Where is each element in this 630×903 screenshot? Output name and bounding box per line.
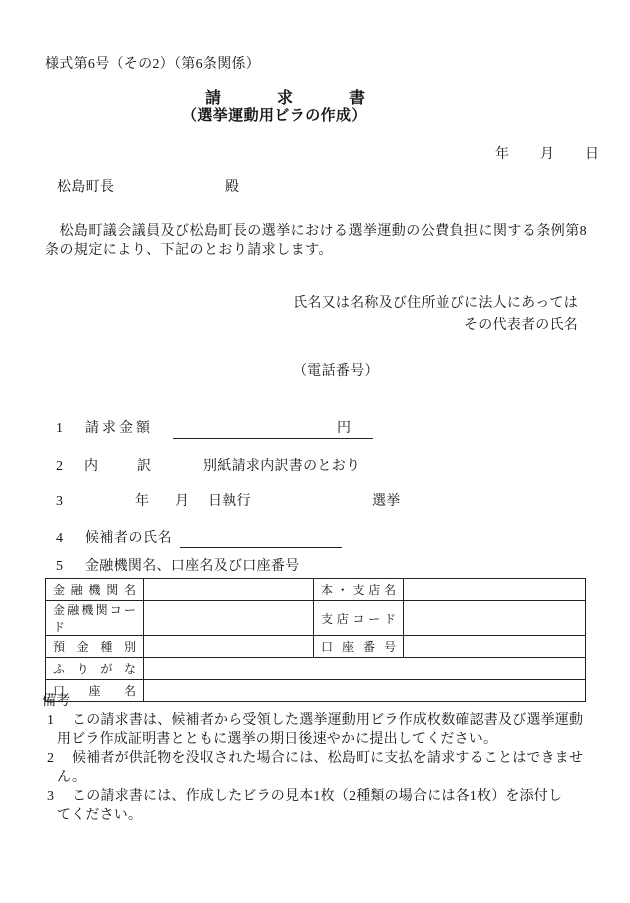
item2-number: 2: [56, 459, 64, 474]
remark-2-text: 候補者が供託物を没収された場合には、松島町に支払を請求することはできませ: [72, 751, 584, 766]
remark-1-line-1: [47, 713, 583, 729]
page-subtitle: （選挙運動用ビラの作成）: [182, 108, 367, 124]
date-day-label: 日: [585, 147, 599, 162]
date-month-label: 月: [540, 147, 554, 162]
remark-1-number: 1: [47, 713, 54, 728]
account-number-value-cell[interactable]: [404, 636, 586, 658]
date-year-label: 年: [495, 147, 509, 162]
remark-1-text: この請求書は、候補者から受領した選挙運動用ビラ作成枚数確認書及び選挙運動: [72, 713, 584, 728]
deposit-type-label: 預金種別: [46, 636, 144, 658]
item5-number: 5: [56, 559, 64, 574]
item3-year-label: 年: [135, 494, 150, 509]
item1-unit-label: 円: [337, 421, 352, 436]
furigana-label: ふりがな: [46, 658, 144, 680]
branch-code-value-cell[interactable]: [404, 601, 586, 636]
remark-2-number: 2: [47, 751, 54, 766]
remark-3-number: 3: [47, 789, 54, 804]
item2-value: 別紙請求内訳書のとおり: [203, 459, 361, 474]
furigana-value-cell[interactable]: [144, 658, 586, 680]
item5-label: 金融機関名、口座名及び口座番号: [85, 559, 300, 574]
bank-table-row: [46, 680, 586, 702]
bank-code-label: 金融機関コード: [46, 601, 144, 636]
candidate-name-input-line[interactable]: [180, 530, 342, 548]
account-name-label: 口座名: [46, 680, 144, 702]
name-note-line-1: 氏名又は名称及び住所並びに法人にあっては: [293, 296, 578, 311]
bank-code-value-cell[interactable]: [144, 601, 314, 636]
remark-2-line-1: [47, 751, 583, 767]
remarks-heading: 備考: [42, 694, 71, 709]
branch-name-value-cell[interactable]: [404, 579, 586, 601]
account-number-label: 口座番号: [314, 636, 404, 658]
item1-label: 請求金額: [85, 421, 153, 436]
branch-name-label: 本・支店名: [314, 579, 404, 601]
form-number: 様式第6号（その2）（第6条関係）: [45, 57, 261, 72]
phone-number-label: （電話番号）: [293, 364, 379, 379]
remark-3-text: この請求書には、作成したビラの見本1枚（2種類の場合には各1枚）を添付し: [72, 789, 563, 804]
deposit-type-value-cell[interactable]: [144, 636, 314, 658]
page-title: 請求書: [205, 90, 422, 107]
item4-number: 4: [56, 531, 64, 546]
item3-election-label: 選挙: [372, 494, 401, 509]
remark-3-line-1: [47, 789, 562, 805]
item3-number: 3: [56, 494, 64, 509]
name-note: [293, 293, 578, 337]
intro-line-2: 条の規定により、下記のとおり請求します。: [45, 243, 333, 258]
account-name-value-cell[interactable]: [144, 680, 586, 702]
item1-number: 1: [56, 421, 64, 436]
item2-label-b: 訳: [137, 459, 152, 474]
item2-label-a: 内: [84, 459, 99, 474]
name-note-line-2: その代表者の氏名: [464, 318, 578, 333]
remark-3-line-2: てください。: [57, 808, 143, 823]
bank-table-row: [46, 636, 586, 658]
bank-account-table: [45, 578, 586, 702]
item3-execute-label: 日執行: [208, 494, 251, 509]
addressee-name: 松島町長: [57, 180, 115, 195]
bank-table-row: [46, 601, 586, 636]
branch-code-label: 支店コード: [314, 601, 404, 636]
bank-name-label: 金融機関名: [46, 579, 144, 601]
bank-table-row: [46, 658, 586, 680]
item3-month-label: 月: [175, 494, 190, 509]
remark-2-line-2: ん。: [57, 770, 87, 785]
intro-line-1: 松島町議会議員及び松島町長の選挙における選挙運動の公費負担に関する条例第8: [45, 224, 588, 239]
bank-name-value-cell[interactable]: [144, 579, 314, 601]
addressee-honorific: 殿: [225, 180, 240, 195]
remark-1-line-2: 用ビラ作成証明書とともに選挙の期日後速やかに提出してください。: [57, 732, 498, 747]
bank-table-row: [46, 579, 586, 601]
item4-label: 候補者の氏名: [85, 531, 172, 546]
date-line: [495, 146, 599, 164]
